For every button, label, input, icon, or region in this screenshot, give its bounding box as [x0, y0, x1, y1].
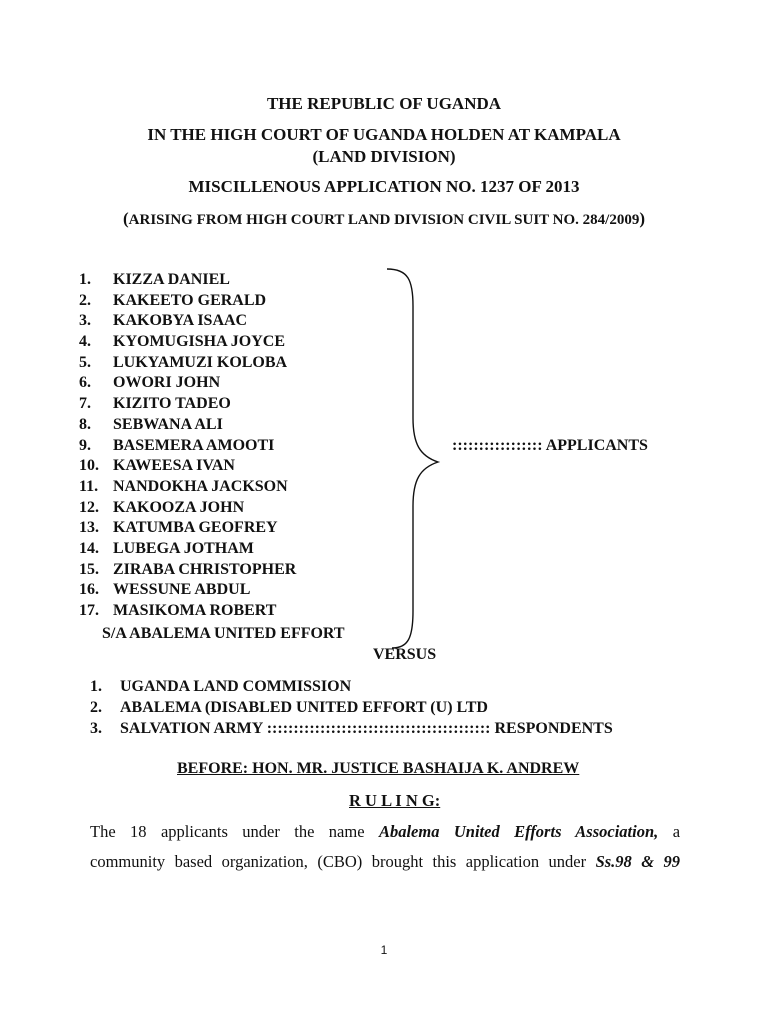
applicant-name: WESSUNE ABDUL	[113, 581, 251, 599]
applicant-name: KAKOOZA JOHN	[113, 498, 245, 516]
court-heading: IN THE HIGH COURT OF UGANDA HOLDEN AT KAMPALA	[147, 125, 621, 144]
applicant-name: KIZITO TADEO	[113, 395, 231, 413]
applicant-item	[79, 415, 296, 436]
applicant-number: 9.	[79, 436, 91, 454]
applicant-item	[79, 580, 296, 601]
applicant-name: KYOMUGISHA JOYCE	[113, 333, 286, 351]
applicants-brace	[380, 266, 450, 651]
applicant-name: LUBEGA JOTHAM	[113, 539, 254, 557]
applicant-number: 13.	[79, 519, 99, 537]
applicant-number: 17.	[79, 602, 99, 619]
respondent-name: UGANDA LAND COMMISSION	[120, 678, 352, 695]
applicant-number: 8.	[79, 415, 91, 433]
applicant-number: 14.	[79, 539, 99, 557]
before-judge-line: BEFORE: HON. MR. JUSTICE BASHAIJA K. ANDREW	[177, 760, 580, 777]
applicant-number: 7.	[79, 395, 91, 413]
republic-heading: THE REPUBLIC OF UGANDA	[266, 94, 502, 113]
applicant-item	[79, 436, 296, 457]
applicants-trailer: S/A ABALEMA UNITED EFFORT	[102, 625, 345, 642]
ruling-heading: R U L I N G:	[349, 791, 441, 810]
applicant-number: 6.	[79, 374, 91, 392]
arising-close-paren: )	[639, 209, 645, 228]
applicant-name: KAKEETO GERALD	[113, 291, 267, 309]
applicant-number: 16.	[79, 581, 99, 599]
applicant-number: 15.	[79, 560, 99, 578]
respondent-number: 2.	[90, 699, 102, 716]
applicant-number: 11.	[79, 477, 99, 495]
respondent-item	[90, 676, 613, 697]
applicant-number: 3.	[79, 312, 91, 330]
ruling-paragraph	[90, 817, 680, 877]
applicant-item	[79, 353, 296, 374]
respondent-name: ABALEMA (DISABLED UNITED EFFORT (U) LTD	[120, 699, 488, 716]
division-heading: (LAND DIVISION)	[312, 147, 456, 166]
paragraph-line-1	[90, 817, 680, 847]
applicant-name: KAKOBYA ISAAC	[113, 312, 248, 330]
applicant-name: BASEMERA AMOOTI	[113, 436, 275, 454]
applicant-name: KAWEESA IVAN	[113, 457, 235, 475]
respondent-item	[90, 697, 613, 718]
applicant-item	[79, 539, 296, 560]
applicants-role-label: ::::::::::::::::: APPLICANTS	[452, 437, 648, 454]
applicant-name: KIZZA DANIEL	[113, 271, 230, 288]
applicant-number: 2.	[79, 291, 91, 309]
statute-reference: Ss.98 & 99	[595, 852, 681, 871]
respondent-number: 1.	[90, 678, 102, 695]
applicant-name: OWORI JOHN	[113, 374, 221, 392]
application-heading: MISCILLENOUS APPLICATION NO. 1237 OF 2013	[188, 177, 580, 196]
applicant-item	[79, 373, 296, 394]
applicant-number: 5.	[79, 353, 91, 371]
applicants-list	[79, 270, 296, 622]
applicant-number: 12.	[79, 498, 99, 516]
applicant-name: KATUMBA GEOFREY	[113, 519, 278, 537]
applicant-name: NANDOKHA JACKSON	[113, 477, 288, 495]
paragraph-line-2	[90, 847, 680, 877]
respondent-number: 3.	[90, 720, 102, 737]
applicant-name: LUKYAMUZI KOLOBA	[113, 353, 288, 371]
applicant-item	[79, 270, 296, 291]
applicant-item	[79, 311, 296, 332]
applicant-number: 1.	[79, 271, 91, 288]
applicant-name: ZIRABA CHRISTOPHER	[113, 560, 297, 578]
applicant-number: 4.	[79, 333, 91, 351]
arising-text: ARISING FROM HIGH COURT LAND DIVISION CIVIL SUIT NO. 284/2009	[128, 212, 640, 228]
applicant-item	[79, 291, 296, 312]
applicant-item	[79, 477, 296, 498]
line1-end: a	[672, 822, 681, 841]
applicant-item	[79, 394, 296, 415]
applicant-item	[79, 601, 296, 622]
applicant-name: SEBWANA ALI	[113, 415, 223, 433]
applicant-item	[79, 332, 296, 353]
respondent-name: SALVATION ARMY :::::::::::::::::::::::::::::::::::::::::: RESPONDENTS	[120, 720, 613, 737]
applicant-item	[79, 518, 296, 539]
versus-label: VERSUS	[373, 646, 437, 663]
line2-text: community based organization, (CBO) brought this application under	[90, 852, 587, 871]
respondent-item	[90, 718, 613, 739]
applicant-item	[79, 456, 296, 477]
applicant-item	[79, 560, 296, 581]
page-number: 1	[380, 943, 388, 957]
applicant-name: MASIKOMA ROBERT	[113, 602, 277, 619]
line1-text: The 18 applicants under the name	[90, 822, 365, 841]
respondents-list	[90, 676, 613, 739]
association-name: Abalema United Efforts Association,	[378, 822, 659, 841]
applicant-number: 10.	[79, 457, 99, 475]
arising-open-paren: (	[122, 209, 129, 228]
applicant-item	[79, 498, 296, 519]
arising-heading	[0, 209, 768, 229]
